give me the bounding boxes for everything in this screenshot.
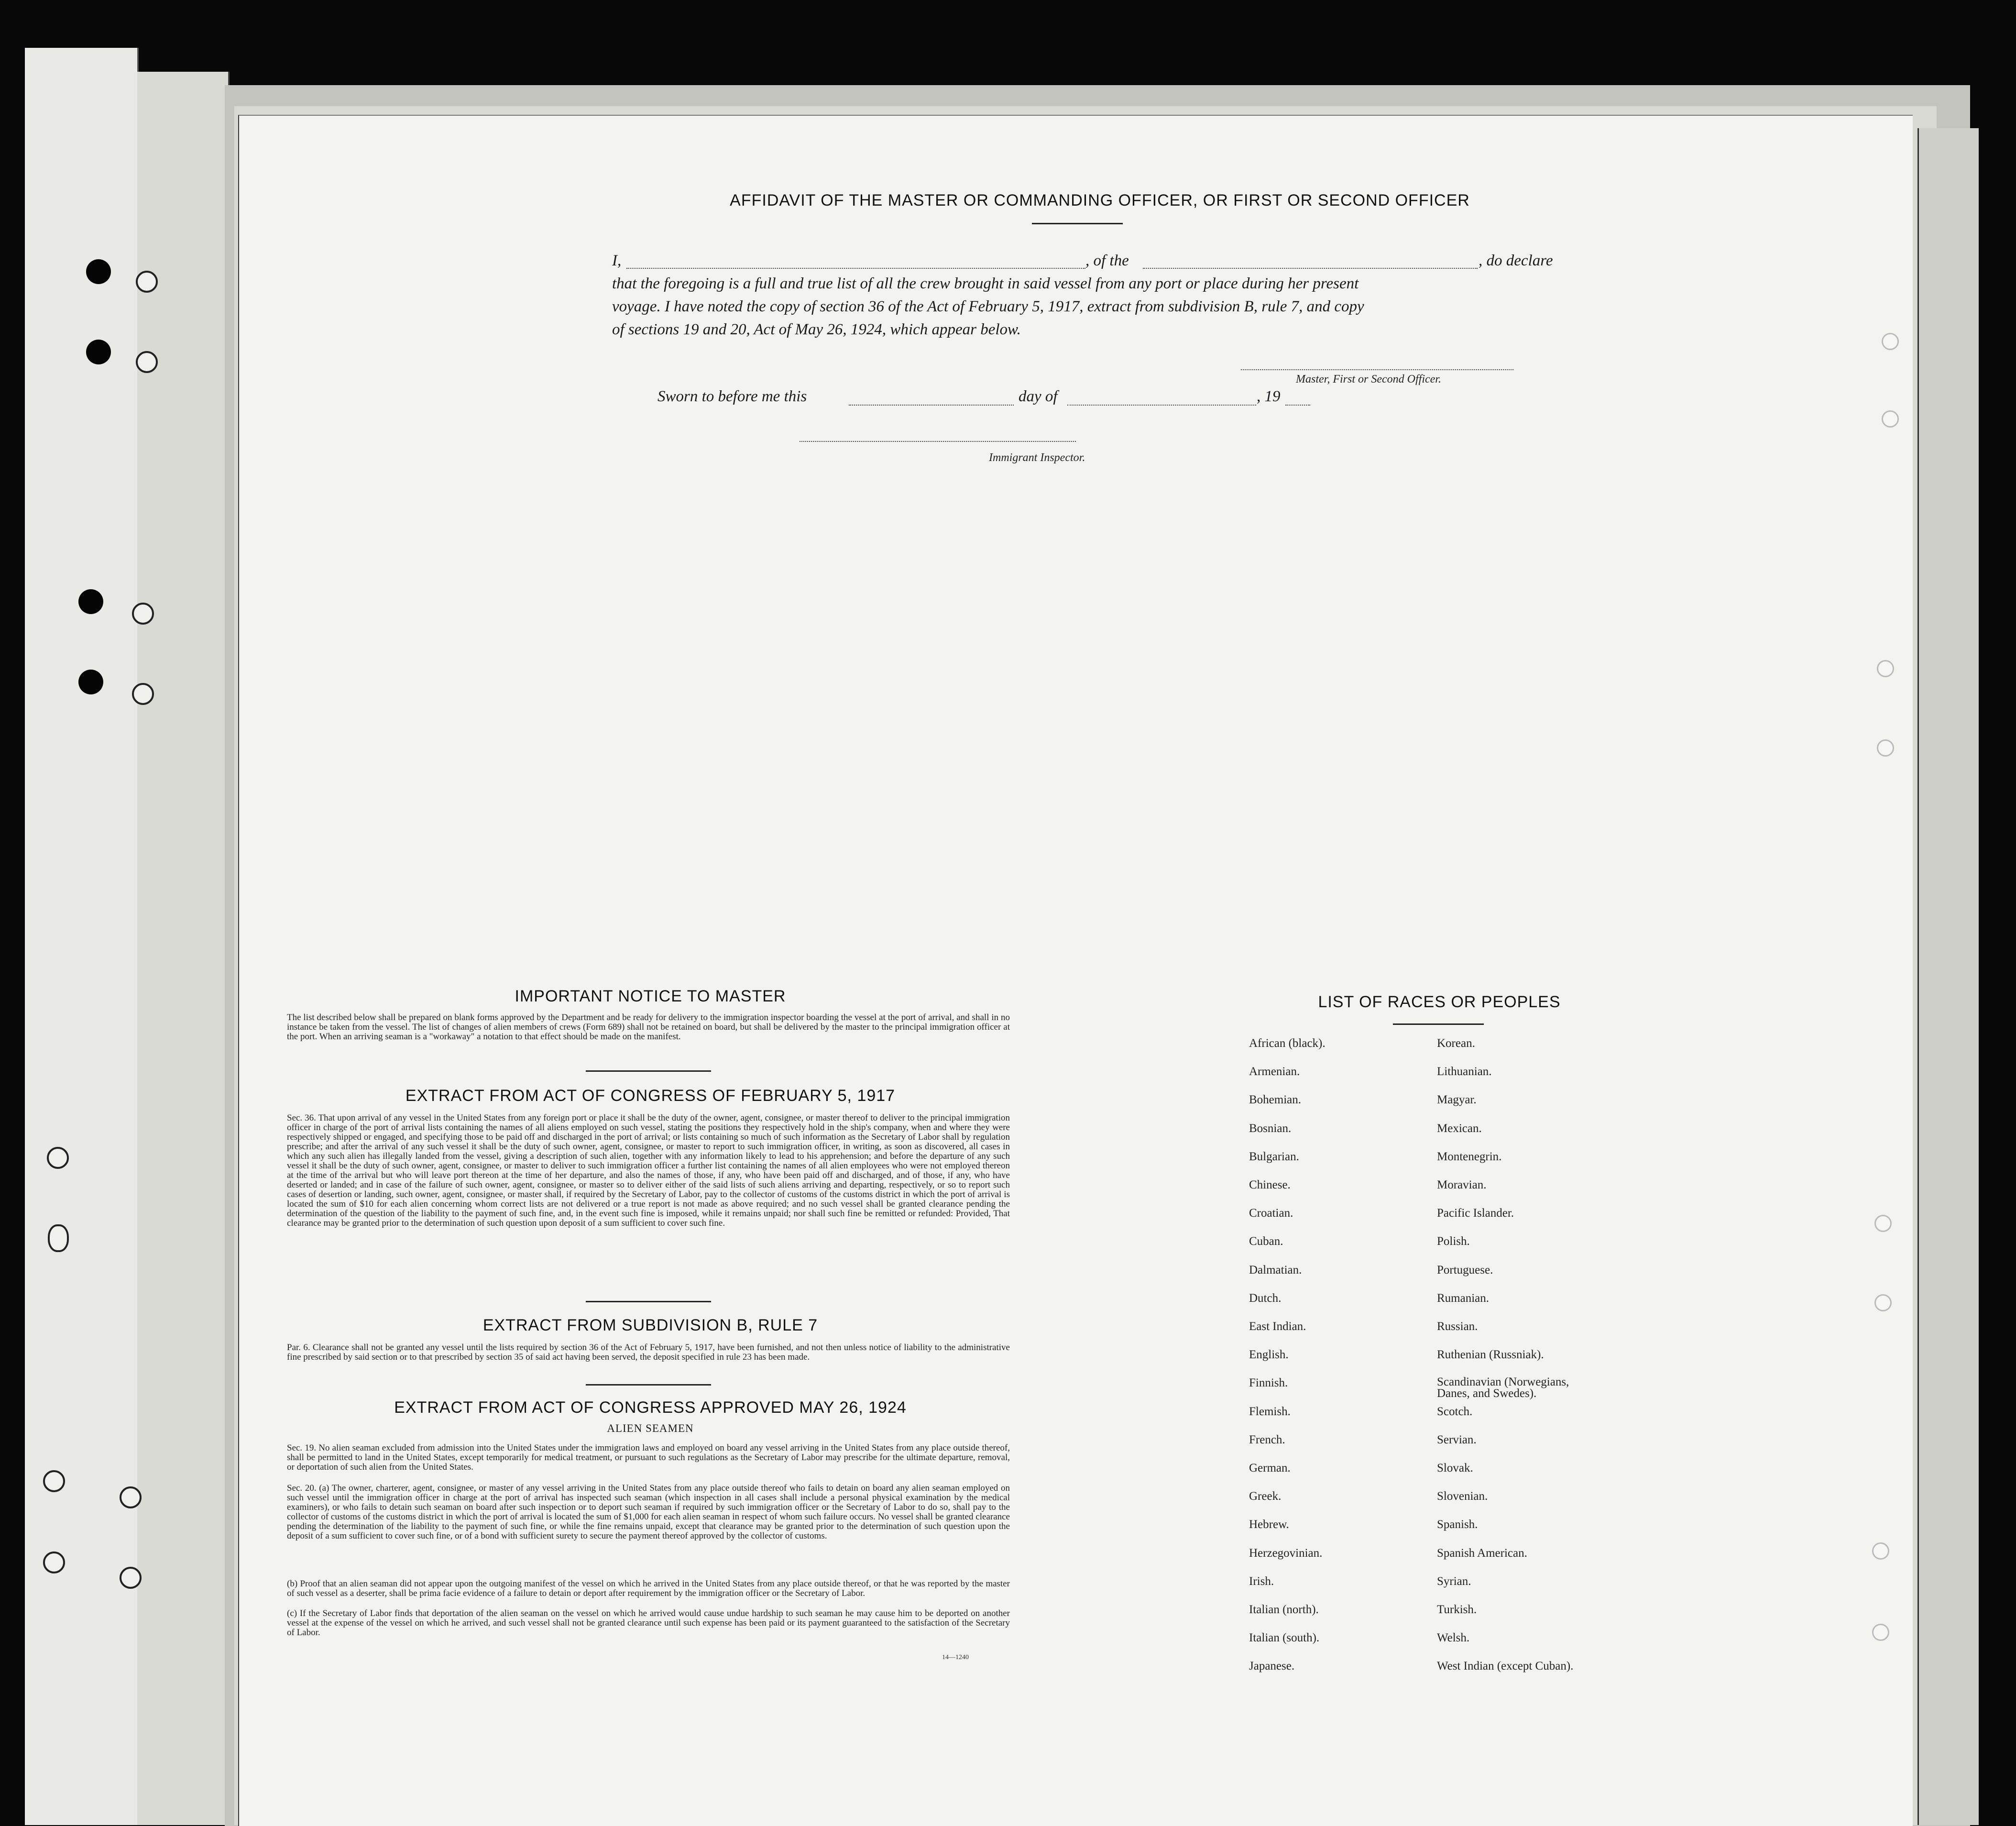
affidavit-line-i: I, (612, 252, 622, 269)
race-item: French. (1249, 1433, 1285, 1446)
race-item: English. (1249, 1348, 1289, 1361)
binder-strip-left (25, 48, 139, 1825)
race-item: Slovenian. (1437, 1490, 1488, 1503)
race-item: Greek. (1249, 1490, 1282, 1503)
section-20b-text: (b) Proof that an alien seaman did not appear upon the outgoing manifest of the vessel on which he arrived in the United States from any place outside thereof, or that he was reported by the master of such vessel as a deserter, shall be prima facie evidence of a failure to detain or deport after requirement by the immigration officer or the Secretary of Labor. (287, 1579, 1010, 1598)
sworn-day: day of (1019, 388, 1058, 405)
extract-rule7-text: Par. 6. Clearance shall not be granted any vessel until the lists required by section 36 of the Act of February 5, 1917, have been furnished, and not then unless notice of liability to the administrative fine prescribed by said section or to that prescribed by section 35 of said act having been served, the deposit specified in rule 23 has been made. (287, 1342, 1010, 1362)
master-signature-label: Master, First or Second Officer. (1296, 373, 1441, 385)
race-item: Italian (south). (1249, 1631, 1320, 1644)
race-item: Italian (north). (1249, 1603, 1319, 1616)
race-item: Russian. (1437, 1320, 1478, 1333)
affidavit-do-declare: , do declare (1479, 252, 1553, 269)
race-item: Dutch. (1249, 1292, 1282, 1305)
race-item: Armenian. (1249, 1065, 1300, 1078)
divider (586, 1301, 711, 1302)
inspector-signature-label: Immigrant Inspector. (989, 451, 1085, 464)
punch-hole (86, 259, 111, 284)
form-page (238, 115, 1913, 1826)
race-item: Dalmatian. (1249, 1264, 1302, 1276)
race-item: Slovak. (1437, 1462, 1473, 1474)
inspector-signature-line[interactable] (800, 441, 1076, 442)
sworn-year: , 19 (1257, 388, 1281, 405)
race-item: German. (1249, 1462, 1291, 1474)
race-item: Bosnian. (1249, 1122, 1292, 1135)
race-item: Mexican. (1437, 1122, 1482, 1135)
race-item: Lithuanian. (1437, 1065, 1492, 1078)
alien-seamen-subtitle: ALIEN SEAMEN (607, 1422, 694, 1434)
race-item: Irish. (1249, 1575, 1274, 1588)
race-item: Japanese. (1249, 1660, 1295, 1672)
punch-hole-faint (1872, 1542, 1889, 1560)
extract-rule7-title: EXTRACT FROM SUBDIVISION B, RULE 7 (482, 1316, 818, 1334)
race-item: Syrian. (1437, 1575, 1471, 1588)
race-item: Korean. (1437, 1037, 1475, 1050)
punch-hole-faint (1882, 333, 1899, 350)
sworn-prefix: Sworn to before me this (657, 388, 807, 405)
race-item: Montenegrin. (1437, 1150, 1502, 1163)
sworn-date-blank[interactable] (849, 405, 1014, 406)
race-item: Welsh. (1437, 1631, 1470, 1644)
punch-hole (78, 670, 103, 694)
punch-hole-ring (136, 351, 158, 373)
punch-hole-ring (132, 603, 154, 625)
race-item: Polish. (1437, 1235, 1470, 1248)
punch-hole-faint (1872, 1624, 1889, 1641)
punch-hole-ring (120, 1486, 142, 1508)
section-19-text: Sec. 19. No alien seaman excluded from admission into the United States under the immigration laws and employed on board any vessel arriving in the United States from any place outside thereof, shall be permitted to land in the United States, except temporarily for medical treatment, or pursuant to such regulations as the Secretary of Labor may prescribe for the ultimate departure, removal, or deportation of such alien from the United States. (287, 1443, 1010, 1472)
punch-hole-faint (1874, 1215, 1892, 1232)
affidavit-title: AFFIDAVIT OF THE MASTER OR COMMANDING OFFICER, OR FIRST OR SECOND OFFICER (730, 191, 1470, 209)
punch-hole-faint (1882, 410, 1899, 428)
punch-hole-faint (1877, 739, 1894, 757)
sworn-month-blank[interactable] (1067, 405, 1256, 406)
form-number: 14—1240 (942, 1654, 969, 1661)
race-item: Croatian. (1249, 1207, 1293, 1220)
race-item: Bohemian. (1249, 1093, 1302, 1106)
binder-strip-inner (137, 72, 230, 1825)
race-item: Herzegovinian. (1249, 1547, 1323, 1560)
affidavit-of-the: , of the (1085, 252, 1129, 269)
divider (1393, 1023, 1484, 1025)
affidavit-text-line: that the foregoing is a full and true list of all the crew brought in said vessel from any port or place during her present (612, 275, 1359, 292)
race-item: Servian. (1437, 1433, 1477, 1446)
punch-hole-ring (47, 1147, 69, 1169)
extract-1917-title: EXTRACT FROM ACT OF CONGRESS OF FEBRUARY 5, 1917 (405, 1087, 896, 1105)
race-item: Scotch. (1437, 1405, 1473, 1418)
extract-1917-text: Sec. 36. That upon arrival of any vessel in the United States from any foreign port or place it shall be the duty of the owner, agent, consignee, or master thereof to deliver to the principal immigration officer in charge of the port of arrival lists containing the names of all aliens employed on such vessel, stating the positions they respectively hold in the ship's company, when and where they were respectively shipped or engaged, and specifying those to be paid off and discharged in the port of arrival; or lists containing so much of such information as the Secretary of Labor shall by regulation prescribe; and after the arrival of any such vessel it shall be the duty of such owner, agent, consignee, or master to report to such immigration officer, in writing, as soon as discovered, all cases in which any such alien has illegally landed from the vessel, giving a description of such alien, together with any information likely to lead to his apprehension; and before the departure of any such vessel it shall be the duty of such owner, agent, consignee, or master to deliver to such immigration officer a further list containing the names of all alien employees who were not employed thereon at the time of the arrival but who will leave port thereon at the time of her departure, and also the names of those, if any, who have been paid off and discharged, and of those, if any, who have deserted or landed; and in case of the failure of such owner, agent, consignee, or master so to deliver either of the said lists of such aliens arriving and departing, respectively, or so to report such cases of desertion or landing, such owner, agent, consignee, or master shall, if required by the Secretary of Labor, pay to the collector of customs of the customs district in which the port of arrival is located the sum of $10 for each alien concerning whom correct lists are not delivered or a true report is not made as above required; and no such vessel shall be granted clearance pending the determination of the question of the liability to the payment of such fine, and, in the event such fine is imposed, while it remains unpaid; nor shall such fine be remitted or refunded: Provided, That clearance may be granted prior to the determination of such question upon deposit of a sum sufficient to cover such fine. (287, 1113, 1010, 1228)
punch-hole-ring (136, 271, 158, 293)
punch-hole-ring (132, 683, 154, 705)
race-item: African (black). (1249, 1037, 1326, 1050)
race-item: Bulgarian. (1249, 1150, 1299, 1163)
punch-hole (86, 340, 111, 364)
race-item: Cuban. (1249, 1235, 1283, 1248)
race-item: Turkish. (1437, 1603, 1477, 1616)
notice-text: The list described below shall be prepared on blank forms approved by the Department and be ready for delivery to the immigration inspector boarding the vessel at the port of arrival, and shall in no instance be taken from the vessel. The list of changes of alien members of crews (Form 689) shall not be retained on board, but shall be delivered by the master to the principal immigration officer at the port. When an arriving seaman is a "workaway" a notation to that effect should be made on the manifest. (287, 1012, 1010, 1042)
punch-hole-ring (43, 1551, 65, 1573)
race-item: West Indian (except Cuban). (1437, 1660, 1574, 1672)
section-20c-text: (c) If the Secretary of Labor finds that deportation of the alien seaman on the vessel on which he arrived would cause undue hardship to such seaman he may cause him to be deported on another vessel at the expense of the vessel on which he arrived, and such vessel shall not be granted clearance until such expense has been paid or its payment guaranteed to the satisfaction of the Secretary of Labor. (287, 1608, 1010, 1638)
race-item: Hebrew. (1249, 1518, 1289, 1531)
race-item: East Indian. (1249, 1320, 1306, 1333)
notice-title: IMPORTANT NOTICE TO MASTER (515, 987, 786, 1005)
name-blank-line[interactable] (626, 268, 1085, 269)
race-item: Spanish. (1437, 1518, 1478, 1531)
race-item: Scandinavian (Norwegians, Danes, and Swedes). (1437, 1375, 1569, 1400)
race-item: Magyar. (1437, 1093, 1477, 1106)
punch-hole-faint (1874, 1294, 1892, 1311)
section-20a-text: Sec. 20. (a) The owner, charterer, agent, consignee, or master of any vessel arriving in the United States from any place outside thereof who fails to detain on board any alien seaman employed on such vessel until the immigration officer in charge at the port of arrival has inspected such seaman (which inspection in all cases shall include a personal physical examination by the medical examiners), or who fails to detain such seaman on board after such inspection or to deport such seaman if required by such immigration officer or the Secretary of Labor to do so, shall pay to the collector of customs of the customs district in which the port of arrival is located the sum of $1,000 for each alien seaman in respect of whom such failure occurs. No vessel shall be granted clearance pending the determination of the liability to the payment of such fine, or while the fine remains unpaid, except that clearance may be granted prior to the determination of such question upon the deposit of a sum sufficient to cover such fine, or of a bond with sufficient surety to secure the payment thereof approved by the collector of customs. (287, 1483, 1010, 1541)
divider (586, 1070, 711, 1072)
race-item: Chinese. (1249, 1178, 1291, 1191)
race-item: Rumanian. (1437, 1292, 1490, 1305)
race-item: Ruthenian (Russniak). (1437, 1348, 1544, 1361)
race-item: Pacific Islander. (1437, 1207, 1514, 1220)
races-title: LIST OF RACES OR PEOPLES (1318, 993, 1561, 1011)
punch-hole-ring (43, 1470, 65, 1492)
race-item: Spanish American. (1437, 1547, 1527, 1560)
divider (586, 1384, 711, 1386)
master-signature-line[interactable] (1241, 369, 1513, 370)
punch-hole-ring (120, 1567, 142, 1589)
race-item: Moravian. (1437, 1178, 1487, 1191)
right-edge-sheet (1917, 128, 1979, 1825)
race-item: Portuguese. (1437, 1264, 1493, 1276)
vessel-blank-line[interactable] (1143, 268, 1478, 269)
divider (1032, 223, 1123, 224)
race-item: Flemish. (1249, 1405, 1291, 1418)
affidavit-text-line: voyage. I have noted the copy of section 36 of the Act of February 5, 1917, extract from subdivision B, rule 7, and copy (612, 298, 1364, 315)
affidavit-text-line: of sections 19 and 20, Act of May 26, 1924, which appear below. (612, 321, 1021, 338)
extract-1924-title: EXTRACT FROM ACT OF CONGRESS APPROVED MAY 26, 1924 (394, 1398, 907, 1417)
punch-hole-ring (48, 1224, 69, 1252)
race-item: Finnish. (1249, 1376, 1288, 1389)
punch-hole (78, 589, 103, 614)
punch-hole-faint (1877, 660, 1894, 677)
sworn-year-blank[interactable] (1285, 405, 1310, 406)
